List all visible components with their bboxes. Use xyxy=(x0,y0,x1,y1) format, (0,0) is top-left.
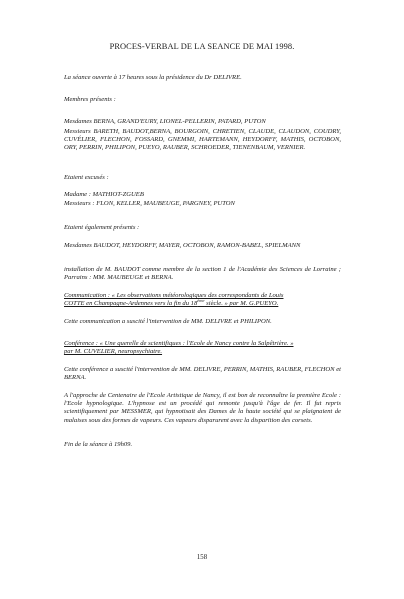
communication-line2-post: siècle. » par M. G.PUEYO. xyxy=(204,300,279,308)
centenary-text: A l'approche de Centenaire de l'Ecole Artistique de Nancy, il est bon de reconnaître la première Ecole : l'Ecole hypnologique. L'hypnose est un procédé qui remonte jusqu'à l'âge de fer. Il fut repris scientifiquement par MESSMER, qui hypnotisait des Dames de la haute société qui se plaignaient de malaises sous des formes de vapeurs. Ces vapeurs disparurent avec la disparition des corsets. xyxy=(64,392,341,424)
excused-madame xyxy=(64,191,341,199)
excused-messieurs-text: Messieurs : FLON, KELLER, MAUBEUGE, PARGNEY, PUTON xyxy=(64,200,235,207)
conference-title-line1: Conférence : « Une querelle de scientifiques : l'Ecole de Nancy contre la Salpêtrière. » xyxy=(64,340,294,347)
page-number: 158 xyxy=(196,554,208,561)
conference-followup xyxy=(64,366,341,382)
members-messieurs-text: Messieurs BARETH, BAUDOT,BERNA, BOURGOIN, CHRETIEN, CLAUDE, CLAUDON, COUDRY, CUVÉLIER, FLECHON, FOSSARD, GNEMMI, HARTEMANN, HEYDORFF, MATHIS, OCTOBON, ORY, PERRIN, PHILIPON, PUEYO, RAUBER, SCHROEDER, TIENENBAUM, VERNIER. xyxy=(64,128,341,152)
closing-line xyxy=(64,441,341,449)
also-present-heading-text: Etaient également présents : xyxy=(64,224,140,231)
opening-line xyxy=(64,74,341,82)
communication-title-line2 xyxy=(64,300,341,308)
conference-paragraph xyxy=(64,340,341,356)
excused-heading xyxy=(64,174,341,182)
conference-followup-text: Cette conférence a suscité l'intervention de MM. DELIVRE, PERRIN, MATHIS, RAUBER, FLECHON et BERNA. xyxy=(64,366,341,382)
members-present-messieurs xyxy=(64,128,341,153)
installation-text: installation de M. BAUDOT comme membre de la section 1 de l'Académie des Sciences de Lorraine ; Parrains : MM. MAUBEUGE et BERNA. xyxy=(64,266,341,282)
members-present-mesdames xyxy=(64,118,341,126)
also-present-heading xyxy=(64,224,341,232)
communication-followup-text: Cette communication a suscité l'intervention de MM. DELIVRE et PHILIPON. xyxy=(64,318,272,325)
page-title: PROCES-VERBAL DE LA SEANCE DE MAI 1998. xyxy=(109,42,295,51)
closing-text: Fin de la séance à 19h09. xyxy=(64,441,133,448)
installation-paragraph xyxy=(64,266,341,282)
conference-title-line2: par M. CUVELIER, neuropsychiatre. xyxy=(64,348,163,356)
communication-followup xyxy=(64,318,341,326)
excused-messieurs xyxy=(64,200,341,208)
centenary-paragraph xyxy=(64,392,341,425)
members-heading-text: Membres présents : xyxy=(64,96,116,103)
excused-madame-text: Madame : MATHIOT-ZGUEB xyxy=(64,191,144,198)
also-present-list xyxy=(64,242,341,250)
communication-line2-pre: COTTE en Champagne-Ardennes vers la fin du 18 xyxy=(64,300,198,308)
members-present-heading xyxy=(64,96,341,104)
also-present-list-text: Mesdames BAUDOT, HEYDORFF, MAYER, OCTOBON, RAMON-BABEL, SPIELMANN xyxy=(64,242,301,249)
members-mesdames-text: Mesdames BERNA, GRAND'EURY, LIONEL-PELLERIN, PATARD, PUTON xyxy=(64,118,266,125)
excused-heading-text: Etaient excusés : xyxy=(64,174,109,181)
communication-title-line1: Communication : « Les observations météorologiques des correspondants de Louis xyxy=(64,292,284,299)
communication-paragraph xyxy=(64,292,341,308)
opening-text: La séance ouverte à 17 heures sous la présidence du Dr DELIVRE. xyxy=(64,74,242,81)
communication-line2-sup: ème xyxy=(197,298,205,304)
